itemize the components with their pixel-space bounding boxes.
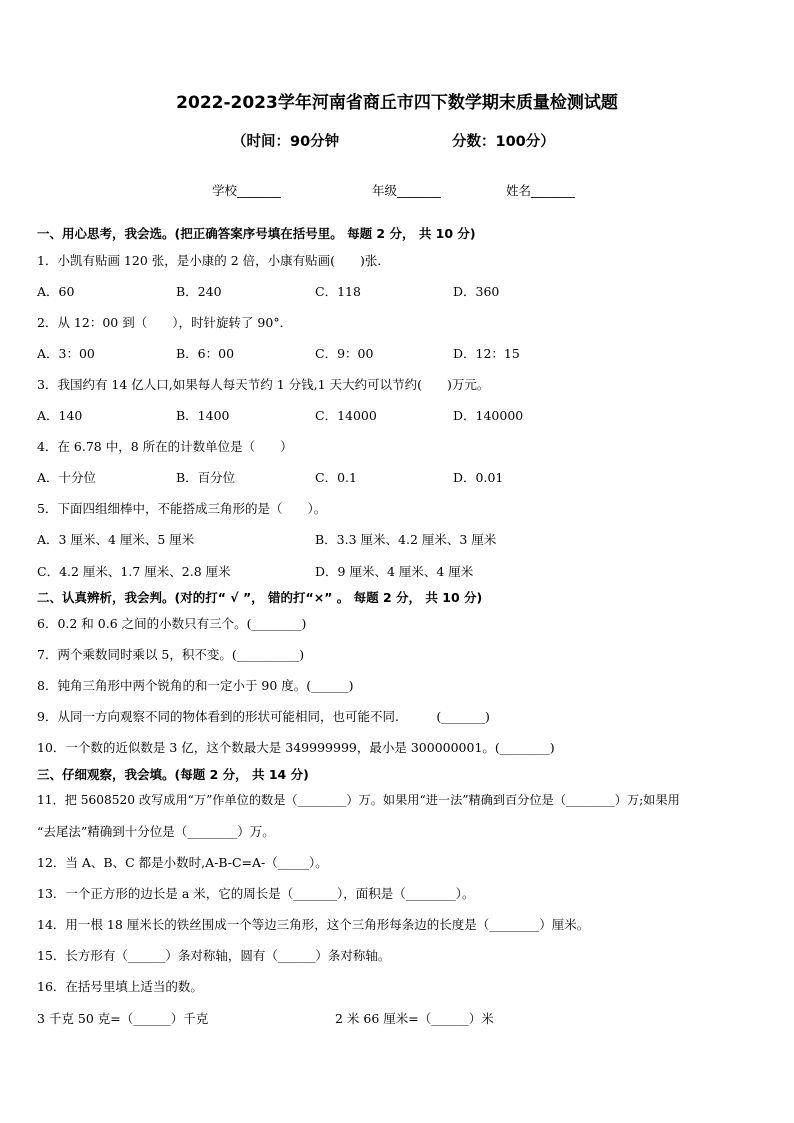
question-2: 2．从 12：00 到（ ），时针旋转了 90°．: [37, 315, 293, 330]
q4-option-a: A．十分位: [37, 470, 97, 485]
question-16-part-b: 2 米 66 厘米=（______）米: [335, 1011, 494, 1026]
question-14: 14．用一根 18 厘米长的铁丝围成一个等边三角形，这个三角形每条边的长度是（________）厘米。: [37, 917, 590, 932]
q2-option-a: A．3：00: [37, 346, 95, 361]
question-3: 3．我国约有 14 亿人口,如果每人每天节约 1 分钱,1 天大约可以节约( )万元。: [37, 377, 490, 392]
exam-score: 分数：100分）: [452, 134, 555, 150]
q3-option-a: A．140: [37, 408, 83, 423]
question-8: 8．钝角三角形中两个锐角的和一定小于 90 度。(______): [37, 678, 354, 693]
question-5: 5．下面四组细棒中，不能搭成三角形的是（ ）。: [37, 501, 327, 516]
name-field: 姓名_______: [506, 183, 575, 198]
q2-option-d: D．12：15: [453, 346, 520, 361]
q5-option-a: A．3 厘米、4 厘米、5 厘米: [37, 532, 195, 547]
q1-option-c: C．118: [315, 284, 361, 299]
question-16-part-a: 3 千克 50 克=（______）千克: [37, 1011, 209, 1026]
question-13: 13．一个正方形的边长是 a 米，它的周长是（_______），面积是（________）。: [37, 886, 475, 901]
question-7: 7．两个乘数同时乘以 5，积不变。(__________): [37, 647, 305, 662]
q1-option-a: A．60: [37, 284, 75, 299]
q5-option-c: C．4.2 厘米、1.7 厘米、2.8 厘米: [37, 564, 231, 579]
q5-option-b: B．3.3 厘米、4.2 厘米、3 厘米: [315, 532, 497, 547]
section-2-title: 二、认真辨析，我会判。(对的打“ √ ”， 错的打“×” 。 每题 2 分， 共 10 分): [37, 590, 483, 605]
question-12: 12．当 A、B、C 都是小数时,A-B-C=A-（_____）。: [37, 855, 328, 870]
q2-option-b: B．6：00: [176, 346, 235, 361]
question-11-continued: “去尾法”精确到十分位是（________）万。: [37, 824, 275, 839]
q4-option-b: B．百分位: [176, 470, 236, 485]
q4-option-c: C．0.1: [315, 470, 357, 485]
question-9: 9．从同一方向观察不同的物体看到的形状可能相同，也可能不同. (_______): [37, 709, 490, 724]
question-4: 4．在 6.78 中，8 所在的计数单位是（ ）: [37, 439, 293, 454]
page-title: 2022-2023学年河南省商丘市四下数学期末质量检测试题: [176, 93, 618, 113]
q3-option-c: C．14000: [315, 408, 377, 423]
q5-option-d: D．9 厘米、4 厘米、4 厘米: [315, 564, 474, 579]
question-11: 11．把 5608520 改写成用“万”作单位的数是（________）万。如果用“进一法”精确到百分位是（________）万;如果用: [37, 793, 680, 807]
q3-option-b: B．1400: [176, 408, 230, 423]
q3-option-d: D．140000: [453, 408, 524, 423]
grade-field: 年级_______: [372, 183, 441, 198]
section-3-title: 三、仔细观察，我会填。(每题 2 分， 共 14 分): [37, 767, 309, 782]
exam-time: （时间：90分钟: [232, 134, 340, 150]
q1-option-b: B．240: [176, 284, 222, 299]
question-10: 10．一个数的近似数是 3 亿，这个数最大是 349999999，最小是 300000001。(________): [37, 740, 555, 755]
section-1-title: 一、用心思考，我会选。(把正确答案序号填在括号里。 每题 2 分， 共 10 分): [37, 226, 476, 241]
q1-option-d: D．360: [453, 284, 500, 299]
school-field: 学校_______: [212, 183, 281, 198]
q2-option-c: C．9：00: [315, 346, 374, 361]
question-16: 16．在括号里填上适当的数。: [37, 979, 203, 994]
q4-option-d: D．0.01: [453, 470, 504, 485]
question-6: 6．0.2 和 0.6 之间的小数只有三个。(________): [37, 616, 307, 631]
question-15: 15．长方形有（______）条对称轴，圆有（______）条对称轴。: [37, 948, 391, 963]
question-1: 1．小凯有贴画 120 张，是小康的 2 倍，小康有贴画( )张．: [37, 253, 390, 268]
